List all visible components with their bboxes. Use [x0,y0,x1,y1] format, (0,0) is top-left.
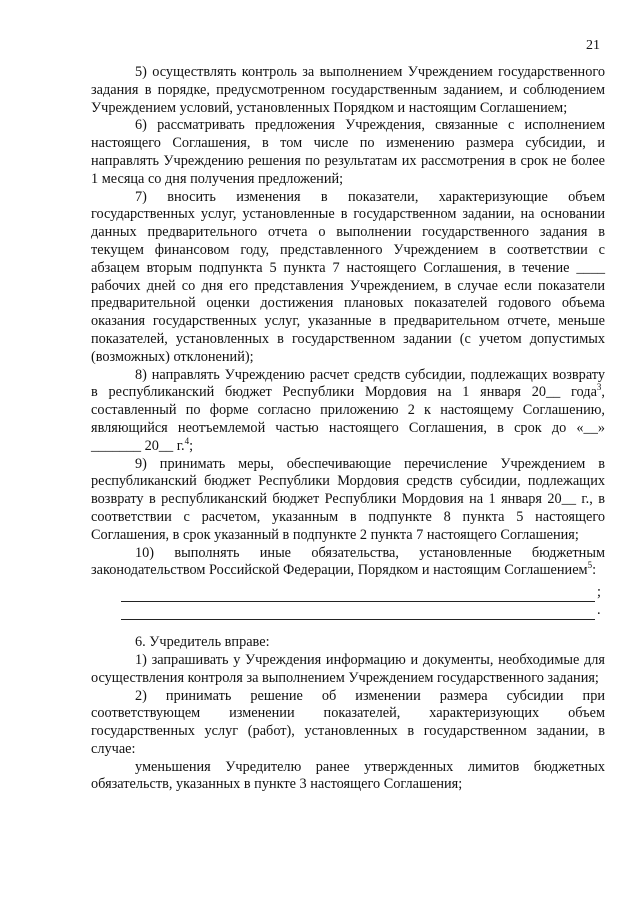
document-body [91,64,605,794]
blank-line [91,602,605,620]
section-6-heading: 6. Учредитель вправе: [135,634,270,651]
paragraph-5: 5) осуществлять контроль за выполнением Учреждением государственного задания в порядке, предусмотренном государственным заданием, и соблюдением Учреждением условий, установленных Порядком и настоящим Соглашением; [91,64,605,116]
blank-rule [121,607,595,620]
paragraph-10-text-a: 10) выполнять иные обязательства, установленные бюджетным законодательством Российской Федерации, Порядком и настоящим Соглашением [91,544,605,579]
section-6-item-2: 2) принимать решение об изменении размера субсидии при соответствующем изменении показателей, характеризующих объем государственных услуг (работ), установленных в государственном задании, в случае: [91,687,605,757]
paragraph-8-text-b: , составленный по форме согласно приложению 2 к настоящему Соглашению, являющийся неотъемлемой частью настоящего Соглашения, в срок до «__» _______ 20__ г. [91,384,605,454]
paragraph-8 [91,367,605,456]
footnote-ref-5: 5 [587,560,593,571]
blank-rule [121,589,595,602]
section-6-item-1: 1) запрашивать у Учреждения информацию и документы, необходимые для осуществления контроля за выполнением Учреждением государственного задания; [91,651,605,686]
paragraph-6: 6) рассматривать предложения Учреждения, связанные с исполнением настоящего Соглашения, в том числе по изменению размера субсидии, и направлять Учреждению решения по результатам их рассмотрения в срок не более 1 месяца со дня получения предложений; [91,117,605,187]
blank-line-end: ; [597,584,601,601]
section-6-item-2-case: уменьшения Учредителю ранее утвержденных лимитов бюджетных обязательств, указанных в пункте 3 настоящего Соглашения; [91,758,605,793]
paragraph-10-text-b: : [592,562,597,579]
paragraph-9: 9) принимать меры, обеспечивающие перечисление Учреждением в республиканский бюджет Республики Мордовия средств субсидии, подлежащих возврату в республиканский бюджет Республики Мордовия на 1 января 20__ г., в соответствии с расчетом, указанным в подпункте 8 пункта 5 настоящего Соглашения, в срок указанный в подпункте 2 пункта 7 настоящего Соглашения; [91,455,605,543]
blank-fill-lines [91,584,605,620]
paragraph-10 [91,545,605,581]
footnote-ref-3: 3 [596,382,602,393]
blank-line-end: . [597,602,601,619]
footnote-ref-4: 4 [184,435,190,446]
paragraph-8-text-c: ; [189,437,194,454]
paragraph-8-text-a: 8) направлять Учреждению расчет средств субсидии, подлежащих возврату в республиканский бюджет Республики Мордовия на 1 января 20__ года [91,366,605,401]
blank-line [91,584,605,602]
page-number: 21 [586,38,600,53]
paragraph-7: 7) вносить изменения в показатели, характеризующие объем государственных услуг, установленные в государственном задании, на основании данных предварительного отчета о выполнении государственного задания в текущем финансовом году, представленного Учреждением в соответствии с абзацем вторым подпункта 5 пункта 7 настоящего Соглашения, в течение ____ рабочих дней со дня его представления Учреждением, в случае если показатели предварительной оценки достижения плановых показателей годового объема оказания государственных услуг, указанные в предварительном отчете, меньше показателей, установленных в государственном задании (с учетом допустимых (возможных) отклонений); [91,188,605,365]
